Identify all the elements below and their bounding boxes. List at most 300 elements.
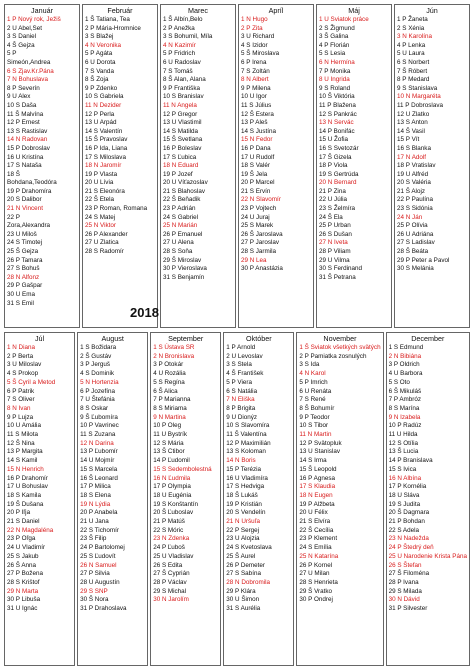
day-entry: 23 P Roman, Romana <box>85 205 148 213</box>
day-entry: 9 U Alex <box>7 93 31 101</box>
day-entry: 10 S Branislav <box>163 93 204 101</box>
day-entry: 22 N Slavomír <box>241 196 281 204</box>
day-entry: 1 S Edmund <box>388 344 424 351</box>
day-entry: 22 Š Beňadik <box>163 196 201 204</box>
day-entry: 19 S Judita <box>388 500 421 508</box>
day-entry: 21 N Uršuľa <box>226 518 260 526</box>
day-entry: 29 U Vilma <box>319 256 350 264</box>
day-entry: 14 S Justína <box>241 127 277 135</box>
day-entry: 22 Š Cecília <box>299 526 334 534</box>
day-entry: 17 P Olympia <box>153 483 191 491</box>
day-entry: 1 N Hugo <box>241 16 268 23</box>
day-entry: 24 Š Ela <box>319 213 343 221</box>
day-entry: 9 P Milena <box>241 84 271 92</box>
day-entry: 23 P Oľga <box>7 535 36 543</box>
day-entry: 28 U Augustín <box>80 578 120 586</box>
day-entry: 12 U Zlatko <box>397 110 430 118</box>
day-entry: 23 P Adrián <box>163 205 196 213</box>
day-entry: 26 P Demeter <box>226 561 266 569</box>
day-entry: 13 P Margita <box>7 448 43 456</box>
day-entry: 20 U Víťazoslav <box>163 179 208 187</box>
day-entry: 18 Š Lukáš <box>226 491 258 499</box>
day-entry: 10 P Oleg <box>153 422 182 430</box>
day-entry: 12 P Maximilián <box>226 439 271 447</box>
day-entry: 29 Š Vratko <box>299 587 333 595</box>
day-entry: 30 Š Nora <box>80 596 109 604</box>
day-entry: 17 Š Gizela <box>319 153 352 161</box>
day-entry: 13 S Rastislav <box>7 127 48 135</box>
day-entry: 21 U Jana <box>80 518 109 526</box>
day-list <box>397 16 467 274</box>
day-entry: 8 Š Alan, Alana <box>163 76 206 84</box>
day-entry: 25 S Marek <box>241 222 274 230</box>
day-entry: 20 S Valéria <box>397 179 431 187</box>
month-title: Január <box>31 6 53 15</box>
day-entry: 31 S Aurélia <box>226 605 261 613</box>
day-entry: 23 S Želmíra <box>319 205 356 213</box>
day-entry: 28 S Soňa <box>163 248 193 256</box>
day-entry: 29 P Klára <box>226 587 256 595</box>
day-entry: 31 S Emil <box>7 299 34 307</box>
day-entry: 28 S Henrieta <box>299 578 338 586</box>
month-title: December <box>411 334 445 343</box>
month-column <box>150 332 221 666</box>
day-entry: 16 P Dana <box>241 144 271 152</box>
day-entry: 13 P Aleš <box>241 119 268 127</box>
day-entry: 7 N Bohuslava <box>7 76 48 84</box>
day-entry: 2 P Mária-Hromnice <box>85 24 141 32</box>
month-column <box>316 4 392 328</box>
day-entry: 24 S Kvetoslava <box>226 544 272 552</box>
day-entry: 3 S Blažej <box>85 33 114 41</box>
day-entry: 6 S Zjav.Kr.Pána <box>7 67 54 75</box>
day-entry: 25 U Vladislav <box>153 552 194 560</box>
month-column <box>394 4 470 328</box>
day-entry: 6 P Jozefína <box>80 387 115 395</box>
day-entry: 30 N Dávid <box>388 596 420 604</box>
day-entry: 23 P Klement <box>299 535 338 543</box>
day-entry: 11 S Milota <box>7 431 39 439</box>
day-entry: 28 Š Beáta <box>397 248 429 256</box>
day-entry: Zora,Alexandra <box>7 222 51 230</box>
day-entry: 22 U Júlia <box>319 196 348 204</box>
day-entry: 25 S Ľudovít <box>80 552 116 560</box>
day-entry: 18 P Viola <box>319 162 348 170</box>
day-entry: 15 U Žofia <box>319 136 349 144</box>
day-entry: 17 S Hedviga <box>226 483 265 491</box>
day-entry: 25 P Olívia <box>397 222 428 230</box>
day-entry: 18 N Eugen <box>299 491 333 499</box>
day-entry: 1 P Žaneta <box>397 16 428 23</box>
day-entry: 9 U Dionýz <box>226 413 258 421</box>
day-entry: 22 P Paulína <box>397 196 433 204</box>
day-entry: 29 N Marta <box>7 587 39 595</box>
day-entry: 11 N Dezider <box>85 101 122 109</box>
day-entry: 5 S Oto <box>388 378 410 386</box>
day-entry: 26 P Emanuel <box>163 230 203 238</box>
day-entry: 17 S Ľubica <box>163 153 197 161</box>
day-entry: 9 N Martina <box>153 413 186 421</box>
day-entry: 17 N Adolf <box>397 153 427 161</box>
day-entry: 2 N Bronislava <box>153 352 195 360</box>
day-entry: 28 N Alfonz <box>7 273 40 281</box>
month-column <box>238 4 314 328</box>
day-list <box>241 16 311 274</box>
day-list <box>163 16 233 282</box>
day-entry: 30 P Ondrej <box>299 596 333 604</box>
day-entry: 5 N Hortenzia <box>80 378 119 386</box>
day-entry: 6 Š Mikuláš <box>388 387 422 395</box>
day-entry: 22 S Adela <box>388 526 420 534</box>
month-column <box>296 332 383 666</box>
day-entry: 22 P Sergej <box>226 526 260 534</box>
day-entry: 15 Š Svetlana <box>163 136 203 144</box>
day-entry: 14 P Branislava <box>388 457 433 465</box>
day-entry: 25 N Katarína <box>299 552 339 560</box>
day-entry: 9 Š Ľubomíra <box>80 413 118 421</box>
top-half-months <box>4 4 470 328</box>
day-entry: 19 S Konštantín <box>153 500 198 508</box>
day-entry: 15 Š Leopold <box>299 465 337 473</box>
day-entry: 26 S Štefan <box>388 561 422 569</box>
day-entry: 28 N Dobromila <box>226 578 271 586</box>
day-entry: 18 S Valér <box>241 162 270 170</box>
day-list <box>226 344 291 614</box>
day-entry: 16 P Drahomír <box>7 474 48 482</box>
day-entry: 11 S Július <box>241 101 272 109</box>
day-entry: 2 S Xénia <box>397 24 425 32</box>
day-entry: 10 S Slavomíra <box>226 422 270 430</box>
day-entry: 5 Š Cyril a Metod <box>7 378 56 386</box>
day-entry: 3 S Stela <box>226 361 252 369</box>
day-entry: 3 S Bohumil, Míla <box>163 33 213 41</box>
month-title: Február <box>107 6 133 15</box>
day-entry: 1 P Nový rok, Ježiš <box>7 16 61 23</box>
day-entry: 1 Š Sviatok všetkých svätých <box>299 344 381 351</box>
day-entry: 5 P Viera <box>226 378 252 386</box>
day-entry: 4 N Karol <box>299 370 326 378</box>
day-entry: 12 S Mária <box>153 439 184 447</box>
day-entry: 7 P Monika <box>319 67 351 75</box>
day-entry: 9 P Františka <box>163 84 200 92</box>
month-column <box>386 332 470 666</box>
day-entry: 8 P Severín <box>7 84 40 92</box>
day-entry: 27 N Iveta <box>319 239 348 247</box>
day-entry: 12 Š Estera <box>241 110 274 118</box>
day-entry: 14 Š Vasil <box>397 127 425 135</box>
day-entry: 1 P Arnold <box>226 344 256 351</box>
day-entry: 8 N Albert <box>241 76 269 84</box>
day-entry: 10 P Radúz <box>388 422 422 430</box>
day-entry: 17 S Miloslava <box>85 153 126 161</box>
day-entry: 1 S Ústava SR <box>153 344 195 351</box>
day-entry: 16 P Agnesa <box>299 474 335 482</box>
day-entry: 24 P Štedrý deň <box>388 544 434 552</box>
day-entry: 29 S Michal <box>153 587 187 595</box>
day-entry: 8 U Ingrida <box>319 76 350 84</box>
day-entry: 14 N Boris <box>226 457 256 465</box>
day-entry: 22 S Móric <box>153 526 184 534</box>
day-entry: 13 P Ľubomír <box>80 448 118 456</box>
day-entry: 8 S Miriama <box>153 404 187 412</box>
day-entry: 12 S Pankrác <box>319 110 357 118</box>
day-entry: 15 N Henrich <box>7 465 44 473</box>
day-entry: 12 Š Nina <box>7 439 35 447</box>
day-entry: 9 P Lujza <box>7 413 34 421</box>
day-entry: 31 S Benjamín <box>163 273 205 281</box>
day-entry: 30 P Vieroslava <box>163 265 207 273</box>
month-title: Marec <box>188 6 208 15</box>
day-entry: 25 Š Gejza <box>7 248 39 256</box>
day-entry: 17 U Rudolf <box>241 153 275 161</box>
day-entry: 26 S Edita <box>153 561 183 569</box>
day-entry: 12 P Gregor <box>163 110 198 118</box>
day-entry: 20 P Iľja <box>7 509 31 517</box>
day-entry: 3 P Otokár <box>153 361 184 369</box>
day-entry: 4 Š František <box>226 370 264 378</box>
day-entry: 8 N Ivan <box>7 404 31 412</box>
day-entry: 23 Š Filip <box>80 535 107 543</box>
day-entry: 24 S Emília <box>299 544 332 552</box>
day-list <box>389 344 467 614</box>
day-entry: 8 S Marína <box>388 404 420 412</box>
day-entry: 1 N Diana <box>7 344 36 351</box>
day-entry: 9 P Teodor <box>299 413 330 421</box>
year-label: 2018 <box>130 305 159 320</box>
day-list <box>299 344 380 605</box>
day-entry: 11 Š Valentína <box>226 431 267 439</box>
day-entry: 3 U Richard <box>241 33 275 41</box>
day-entry: 10 P Vavrinec <box>80 422 119 430</box>
day-entry: 3 U Miloslav <box>7 361 42 369</box>
day-entry: 24 P Bartolomej <box>80 544 125 552</box>
day-entry: 23 S Sidónia <box>397 205 433 213</box>
day-entry: 3 N Karolína <box>397 33 433 41</box>
day-entry: 15 N Fedor <box>241 136 273 144</box>
day-entry: 4 S Dominik <box>80 370 115 378</box>
day-entry: 3 S Ida <box>299 361 320 369</box>
day-entry: 6 P Patrik <box>7 387 35 395</box>
day-entry: 20 S Dalibor <box>7 196 42 204</box>
day-entry: 2 P Berta <box>7 352 34 360</box>
day-entry: 25 U Narodenie Krista Pána <box>388 552 467 560</box>
month-title: August <box>101 334 124 343</box>
day-entry: 30 S Melánia <box>397 265 434 273</box>
day-entry: 27 S Ladislav <box>397 239 435 247</box>
day-entry: 12 P Ernest <box>7 119 40 127</box>
day-entry: 1 S Božidara <box>80 344 117 351</box>
day-entry: 21 P Zina <box>319 187 346 195</box>
day-entry: 19 S Gertrúda <box>319 170 359 178</box>
day-entry: 12 P Svätopluk <box>299 439 342 447</box>
day-entry: 2 Š Gustáv <box>80 352 112 360</box>
day-entry: 14 N Radovan <box>7 136 48 144</box>
day-entry: 21 Š Alojz <box>397 187 426 195</box>
day-entry: 3 S Daniel <box>7 33 37 41</box>
day-entry: 27 S Sabína <box>226 570 261 578</box>
day-entry: 13 Š Ctibor <box>153 448 185 456</box>
day-entry: 5 S Lesia <box>319 50 346 58</box>
day-entry: 4 P Florián <box>319 41 350 49</box>
day-entry: 17 P Milica <box>80 483 111 491</box>
day-entry: 28 S Krištof <box>7 578 40 586</box>
day-entry: 29 S SNP <box>80 587 108 595</box>
day-entry: 21 P Bohdan <box>388 518 425 526</box>
day-entry: 8 Š Bohumír <box>299 404 335 412</box>
day-entry: 5 P Agáta <box>85 50 113 58</box>
day-entry: 4 S Prokop <box>7 370 39 378</box>
day-entry: 28 P Václav <box>153 578 187 586</box>
month-column <box>4 4 80 328</box>
day-entry: 10 U Igor <box>241 93 267 101</box>
day-entry: 26 P Tamara <box>7 256 43 264</box>
day-entry: 25 S Jakub <box>7 552 39 560</box>
day-entry: 22 P <box>7 213 20 221</box>
month-column <box>4 332 75 666</box>
day-entry: 26 Š Anna <box>7 561 37 569</box>
day-entry: 5 S Regína <box>153 378 185 386</box>
day-entry: 27 U Milan <box>299 570 330 578</box>
day-entry: 16 U Vladimíra <box>226 474 268 482</box>
day-entry: 7 P Ambróz <box>388 396 422 404</box>
day-entry: 20 U Félix <box>299 509 328 517</box>
day-entry: 30 N Jarolím <box>153 596 189 604</box>
day-entry: 3 P Jerguš <box>80 361 111 369</box>
day-entry: 2 U Levoslav <box>226 352 263 360</box>
day-entry: 26 U Adriána <box>397 230 434 238</box>
day-entry: 11 U Bystrík <box>153 431 188 439</box>
day-entry: 4 U Rozália <box>153 370 186 378</box>
day-entry: 14 S Irma <box>299 457 327 465</box>
day-entry: 31 P Drahoslava <box>80 605 127 613</box>
day-entry: 27 Š Cyprián <box>153 570 190 578</box>
day-entry: 27 U Zlatica <box>85 239 119 247</box>
day-entry: 10 S Tibor <box>299 422 329 430</box>
day-entry: 19 N Lýdia <box>80 500 111 508</box>
day-entry: 28 P Ivana <box>388 578 419 586</box>
day-entry: 6 U Radoslav <box>163 58 201 66</box>
day-entry: 11 Š Malvína <box>7 110 44 118</box>
day-entry: 7 S Tomáš <box>163 67 193 75</box>
day-entry: 7 S Vanda <box>85 67 114 75</box>
day-entry: 7 P Marianna <box>153 396 191 404</box>
day-entry: 2 N Bibiána <box>388 352 422 360</box>
day-entry: 20 P Anabela <box>80 509 118 517</box>
day-entry: 30 S Ferdinand <box>319 265 363 273</box>
day-entry: 17 S Nataša <box>7 162 42 170</box>
day-entry: 22 N Magdaléna <box>7 526 54 534</box>
day-entry: 16 P Boleslav <box>163 144 202 152</box>
day-entry: 19 P Jozef <box>163 170 193 178</box>
day-entry: 19 P Drahomíra <box>7 187 52 195</box>
day-entry: 25 N Marián <box>163 222 198 230</box>
day-entry: 18 P Vratislav <box>397 162 436 170</box>
day-entry: 25 P Urban <box>319 222 351 230</box>
day-entry: 14 S Matilda <box>163 127 199 135</box>
day-entry: 8 P Medard <box>397 76 430 84</box>
day-entry: 18 S Elena <box>80 491 111 499</box>
day-entry: 24 N Ján <box>397 213 423 221</box>
day-entry: 30 U Ema <box>7 291 35 298</box>
day-entry: 22 S Tichomír <box>80 526 119 534</box>
day-entry: 29 S Milada <box>388 587 422 595</box>
day-entry: 4 Š Gejza <box>7 41 35 49</box>
day-entry: 4 U Barbora <box>388 370 423 378</box>
day-entry: 15 S Sedembolestná <box>153 465 212 473</box>
day-entry: 15 P Dobroslav <box>7 144 50 152</box>
day-entry: 30 U Šimon <box>226 596 260 604</box>
day-entry: 22 Š Etela <box>85 196 115 204</box>
day-entry: 16 N Ľudmila <box>153 474 191 482</box>
day-entry: 31 U Ignác <box>7 605 38 613</box>
day-entry: 19 U Alfréd <box>397 170 429 178</box>
day-entry: 14 S Valentín <box>85 127 123 135</box>
day-entry: 13 U Vlastimil <box>163 119 202 127</box>
day-entry: 30 P Libuša <box>7 596 41 604</box>
day-list <box>85 16 155 257</box>
day-entry: 11 P Blažena <box>319 101 356 109</box>
day-entry: 26 N Samuel <box>80 561 117 569</box>
month-column <box>77 332 148 666</box>
day-entry: 1 Š Tatiana, Tea <box>85 16 130 23</box>
day-entry: 1 U Sviatok práce <box>319 16 369 23</box>
day-entry: Simeón,Andrea <box>7 58 51 66</box>
day-entry: 10 U Amália <box>7 422 41 430</box>
day-entry: 20 N Bernard <box>319 179 357 187</box>
day-entry: 18 U Eugénia <box>153 491 192 499</box>
day-entry: 15 Š Pravoslav <box>85 136 128 144</box>
day-entry: 24 S Timotej <box>7 239 42 247</box>
day-entry: 27 P Božena <box>7 570 43 578</box>
day-entry: 8 S Oskar <box>80 404 109 412</box>
day-entry: 11 N Martin <box>299 431 332 439</box>
month-column <box>82 4 158 328</box>
day-entry: 6 U Renáta <box>299 387 332 395</box>
day-entry: 31 P Silvester <box>388 605 428 613</box>
day-entry: 21 S Ervín <box>241 187 271 195</box>
day-entry: 27 S Bohuš <box>7 265 40 273</box>
day-entry: 27 U Alena <box>163 239 194 247</box>
day-entry: 18 N Eduard <box>163 162 199 170</box>
month-title: Jún <box>426 6 438 15</box>
day-entry: 15 S Ivica <box>388 465 417 473</box>
day-entry: 9 N Izabela <box>388 413 421 421</box>
day-entry: 5 P Fridrich <box>163 50 196 58</box>
month-column <box>223 332 294 666</box>
month-title: Apríl <box>268 6 284 15</box>
day-entry: 17 U Bohuslav <box>7 483 48 491</box>
day-entry: 24 P Ľuboš <box>153 544 185 552</box>
day-entry: 3 P Oldrich <box>388 361 420 369</box>
month-column <box>160 4 236 328</box>
day-entry: 4 N Kazimír <box>163 41 196 49</box>
day-entry: 23 N Zdenka <box>153 535 190 543</box>
day-list <box>319 16 389 282</box>
day-entry: 28 S Jarmila <box>241 248 276 256</box>
bottom-half-months <box>4 332 470 666</box>
day-entry: 19 P Kristián <box>226 500 262 508</box>
day-entry: 17 S Klaudia <box>299 483 336 491</box>
day-entry: 20 P Marcel <box>241 179 275 187</box>
day-entry: 16 P Ida, Liana <box>85 144 128 152</box>
day-entry: 14 P Ľudomil <box>153 457 190 465</box>
day-entry: 13 S Koloman <box>226 448 266 456</box>
day-entry: 29 Š Miroslav <box>163 256 202 264</box>
day-entry: 6 U Dorota <box>85 58 116 66</box>
day-entry: 13 U Arpád <box>85 119 117 127</box>
day-entry: 29 N Lea <box>241 256 267 264</box>
day-list <box>153 344 218 605</box>
